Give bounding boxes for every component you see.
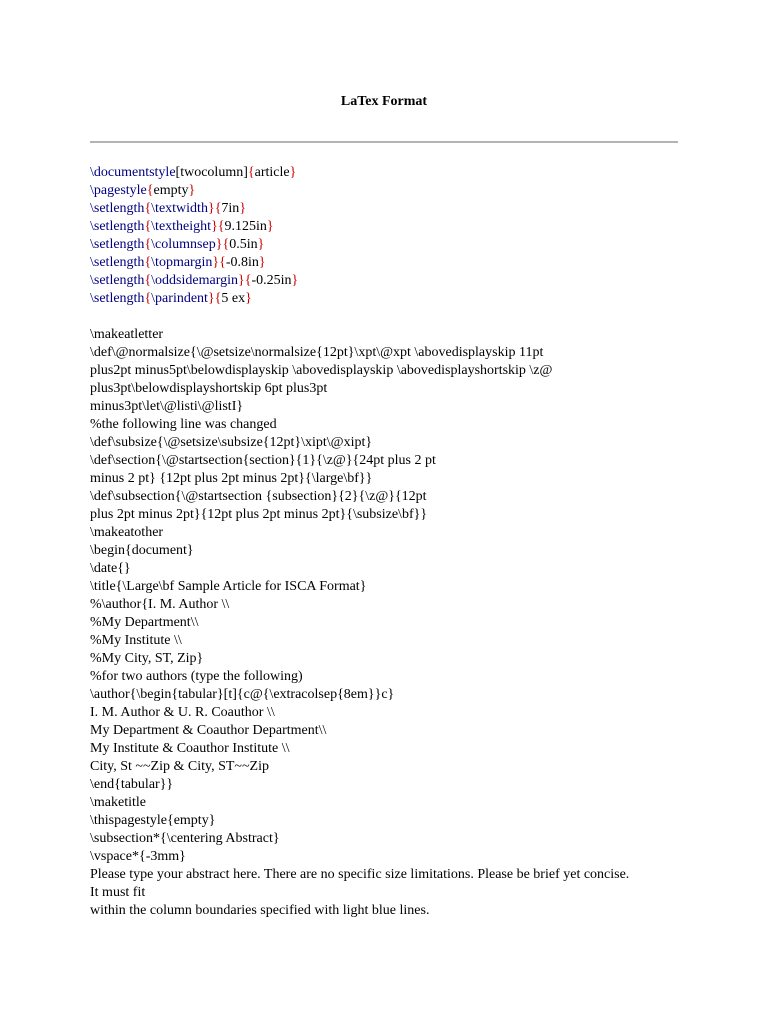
body-line: City, St ~~Zip & City, ST~~Zip xyxy=(90,759,269,774)
open-brace: { xyxy=(214,201,222,216)
latex-command: \setlength xyxy=(90,255,145,270)
latex-option: [twocolumn] xyxy=(175,165,248,180)
close-brace: } xyxy=(258,255,266,270)
latex-argument: 5 ex xyxy=(221,291,246,306)
close-brace: } xyxy=(291,273,299,288)
preamble-line xyxy=(90,182,690,200)
close-brace: } xyxy=(207,291,215,306)
latex-argument: empty xyxy=(153,183,189,198)
open-brace: { xyxy=(144,219,152,234)
latex-command: \documentstyle xyxy=(90,165,176,180)
body-line: \begin{document} xyxy=(90,543,194,558)
body-line: \maketitle xyxy=(90,795,146,810)
body-line: \vspace*{-3mm} xyxy=(90,849,186,864)
open-brace: { xyxy=(144,255,152,270)
body-line: \makeatother xyxy=(90,525,164,540)
open-brace: { xyxy=(247,165,255,180)
preamble-line xyxy=(90,218,690,236)
page-title: LaTex Format xyxy=(340,94,428,109)
body-line: %My Institute \\ xyxy=(90,633,182,648)
latex-command: \setlength xyxy=(90,237,145,252)
close-brace: } xyxy=(289,165,297,180)
preamble-line xyxy=(90,200,690,218)
latex-body-block xyxy=(90,326,690,920)
body-line: \end{tabular}} xyxy=(90,777,174,792)
latex-argument: 7in xyxy=(221,201,240,216)
body-line: \def\subsection{\@startsection {subsection}{2}{\z@}{12pt xyxy=(90,489,427,504)
preamble-line xyxy=(90,236,690,254)
preamble-line xyxy=(90,290,690,308)
latex-argument: \topmargin xyxy=(151,255,213,270)
open-brace: { xyxy=(217,219,225,234)
latex-argument: \textwidth xyxy=(151,201,208,216)
latex-command: \setlength xyxy=(90,291,145,306)
latex-command: \pagestyle xyxy=(90,183,147,198)
open-brace: { xyxy=(222,237,230,252)
body-line: plus3pt\belowdisplayshortskip 6pt plus3pt xyxy=(90,381,328,396)
body-line: \thispagestyle{empty} xyxy=(90,813,216,828)
body-line: \title{\Large\bf Sample Article for ISCA Format} xyxy=(90,579,367,594)
close-brace: } xyxy=(188,183,196,198)
close-brace: } xyxy=(215,237,223,252)
preamble-line xyxy=(90,272,690,290)
latex-argument: 9.125in xyxy=(224,219,267,234)
body-line: %My City, ST, Zip} xyxy=(90,651,204,666)
open-brace: { xyxy=(144,237,152,252)
body-line: \author{\begin{tabular}[t]{c@{\extracolsep{8em}}c} xyxy=(90,687,395,702)
preamble-line xyxy=(90,254,690,272)
body-line: \def\@normalsize{\@setsize\normalsize{12pt}\xpt\@xpt \abovedisplayskip 11pt xyxy=(90,345,544,360)
open-brace: { xyxy=(219,255,226,270)
latex-argument: -0.25in xyxy=(251,273,292,288)
open-brace: { xyxy=(144,291,152,306)
open-brace: { xyxy=(144,273,152,288)
open-brace: { xyxy=(144,201,152,216)
body-line: plus 2pt minus 2pt}{12pt plus 2pt minus 2pt}{\subsize\bf}} xyxy=(90,507,428,522)
body-line: \subsection*{\centering Abstract} xyxy=(90,831,280,846)
open-brace: { xyxy=(146,183,154,198)
latex-argument: \parindent xyxy=(151,291,208,306)
close-brace: } xyxy=(238,273,245,288)
open-brace: { xyxy=(214,291,222,306)
close-brace: } xyxy=(257,237,265,252)
latex-argument: 0.5in xyxy=(229,237,258,252)
close-brace: } xyxy=(207,201,215,216)
body-line: It must fit xyxy=(90,885,146,900)
close-brace: } xyxy=(266,219,274,234)
close-brace: } xyxy=(245,291,252,306)
latex-argument: \textheight xyxy=(151,219,212,234)
body-line: \def\section{\@startsection{section}{1}{\z@}{24pt plus 2 pt xyxy=(90,453,436,468)
horizontal-rule xyxy=(90,141,678,143)
open-brace: { xyxy=(244,273,252,288)
body-line: %\author{I. M. Author \\ xyxy=(90,597,230,612)
latex-argument: \columnsep xyxy=(151,237,216,252)
body-line: minus 2 pt} {12pt plus 2pt minus 2pt}{\large\bf}} xyxy=(90,471,373,486)
body-line: plus2pt minus5pt\belowdisplayskip \abovedisplayskip \abovedisplayshortskip \z@ xyxy=(90,363,553,378)
close-brace: } xyxy=(239,201,247,216)
latex-argument: \oddsidemargin xyxy=(151,273,239,288)
latex-command: \setlength xyxy=(90,201,145,216)
body-line: My Department & Coauthor Department\\ xyxy=(90,723,327,738)
latex-argument: -0.8in xyxy=(225,255,259,270)
body-line: minus3pt\let\@listi\@listI} xyxy=(90,399,244,414)
body-line: I. M. Author & U. R. Coauthor \\ xyxy=(90,705,275,720)
body-line: %for two authors (type the following) xyxy=(90,669,303,684)
body-line: \def\subsize{\@setsize\subsize{12pt}\xipt\@xipt} xyxy=(90,435,373,450)
latex-command: \setlength xyxy=(90,219,145,234)
body-line: My Institute & Coauthor Institute \\ xyxy=(90,741,290,756)
close-brace: } xyxy=(212,255,220,270)
close-brace: } xyxy=(211,219,218,234)
latex-command: \setlength xyxy=(90,273,145,288)
latex-argument: article xyxy=(254,165,290,180)
body-line: Please type your abstract here. There are no specific size limitations. Please be brief yet concise. xyxy=(90,867,630,882)
body-line: \date{} xyxy=(90,561,131,576)
preamble-line xyxy=(90,164,690,182)
body-line: %the following line was changed xyxy=(90,417,277,432)
body-line: within the column boundaries specified with light blue lines. xyxy=(90,903,430,918)
body-line: %My Department\\ xyxy=(90,615,199,630)
body-line: \makeatletter xyxy=(90,327,164,342)
preamble-block xyxy=(90,164,690,308)
